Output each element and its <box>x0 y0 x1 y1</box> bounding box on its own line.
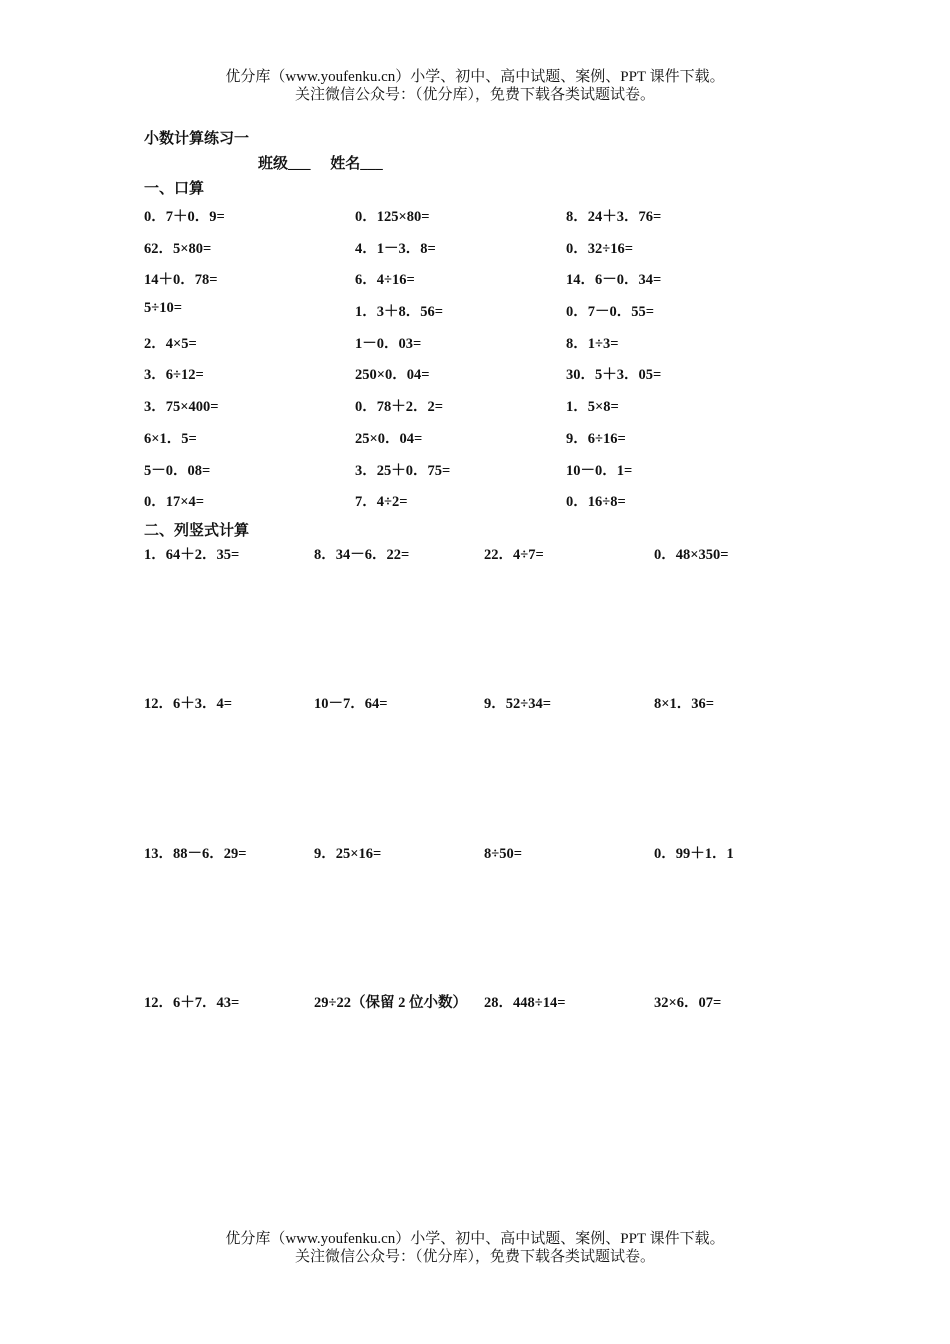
oral-problem: 0．7＋0．9= <box>144 209 225 225</box>
page-header <box>0 68 950 104</box>
oral-calculation-grid <box>144 205 784 522</box>
vertical-problem: 32×6．07= <box>654 995 722 1012</box>
oral-problem: 0．78＋2．2= <box>355 399 444 416</box>
oral-problem: 5－0．08= <box>144 462 211 479</box>
vertical-calculation-grid <box>144 543 824 1141</box>
vertical-problem: 8÷50= <box>484 845 522 862</box>
page-title: 小数计算练习一 <box>144 131 250 147</box>
header-line-1: 优分库（www.youfenku.cn）小学、初中、高中试题、案例、PPT 课件下载。 <box>225 69 725 85</box>
oral-problem: 4．1－3．8= <box>355 240 436 257</box>
page-footer <box>0 1230 950 1266</box>
oral-problem: 30．5＋3．05= <box>566 367 662 384</box>
class-name-line <box>258 152 399 173</box>
vertical-problem: 29÷22（保留 2 位小数） <box>314 995 467 1012</box>
oral-problem: 0．7－0．55= <box>566 304 655 321</box>
oral-problem: 8．24＋3．76= <box>566 209 662 225</box>
vertical-problem: 9．25×16= <box>314 845 382 862</box>
oral-problem: 6．4÷16= <box>355 272 415 289</box>
vertical-problem: 8×1．36= <box>654 696 715 713</box>
vertical-problem: 13．88－6．29= <box>144 845 247 862</box>
oral-problem: 3．25＋0．75= <box>355 462 451 479</box>
footer-line-2: 关注微信公众号：（优分库），免费下载各类试题试卷。 <box>294 1249 655 1265</box>
oral-problem: 0．32÷16= <box>566 240 633 257</box>
name-label: 姓名___ <box>330 156 383 172</box>
vertical-problem: 8．34－6．22= <box>314 547 410 563</box>
vertical-problem: 22．4÷7= <box>484 547 544 563</box>
oral-problem: 62．5×80= <box>144 240 212 257</box>
oral-problem: 14．6－0．34= <box>566 272 662 289</box>
section-2-heading: 二、列竖式计算 <box>144 523 250 539</box>
oral-problem: 3．75×400= <box>144 399 219 416</box>
header-line-2: 关注微信公众号：（优分库），免费下载各类试题试卷。 <box>294 87 655 103</box>
oral-problem: 14＋0．78= <box>144 272 218 289</box>
vertical-problem: 28．448÷14= <box>484 995 566 1012</box>
vertical-problem: 10－7．64= <box>314 696 388 713</box>
oral-problem: 10－0．1= <box>566 462 633 479</box>
class-label: 班级___ <box>258 156 311 172</box>
oral-problem: 8．1÷3= <box>566 335 619 352</box>
oral-problem: 1－0．03= <box>355 335 422 352</box>
oral-problem: 3．6÷12= <box>144 367 204 384</box>
oral-problem: 2．4×5= <box>144 335 197 352</box>
vertical-problem: 0．48×350= <box>654 547 729 563</box>
oral-problem: 0．16÷8= <box>566 494 626 511</box>
vertical-problem: 1．64＋2．35= <box>144 547 240 563</box>
vertical-problem: 9．52÷34= <box>484 696 551 713</box>
oral-problem: 1．5×8= <box>566 399 619 416</box>
footer-line-1: 优分库（www.youfenku.cn）小学、初中、高中试题、案例、PPT 课件下载。 <box>225 1231 725 1247</box>
oral-problem: 1．3＋8．56= <box>355 304 444 321</box>
oral-problem: 5÷10= <box>144 300 182 317</box>
oral-problem: 7．4÷2= <box>355 494 408 511</box>
section-1-heading: 一、口算 <box>144 181 205 197</box>
oral-problem: 0．17×4= <box>144 494 205 511</box>
oral-problem: 250×0．04= <box>355 367 430 384</box>
vertical-problem: 12．6＋7．43= <box>144 995 240 1012</box>
oral-problem: 6×1．5= <box>144 430 197 447</box>
vertical-problem: 0．99＋1．1 <box>654 845 734 862</box>
vertical-problem: 12．6＋3．4= <box>144 696 233 713</box>
oral-problem: 0．125×80= <box>355 209 430 225</box>
oral-problem: 9．6÷16= <box>566 430 626 447</box>
oral-problem: 25×0．04= <box>355 430 423 447</box>
